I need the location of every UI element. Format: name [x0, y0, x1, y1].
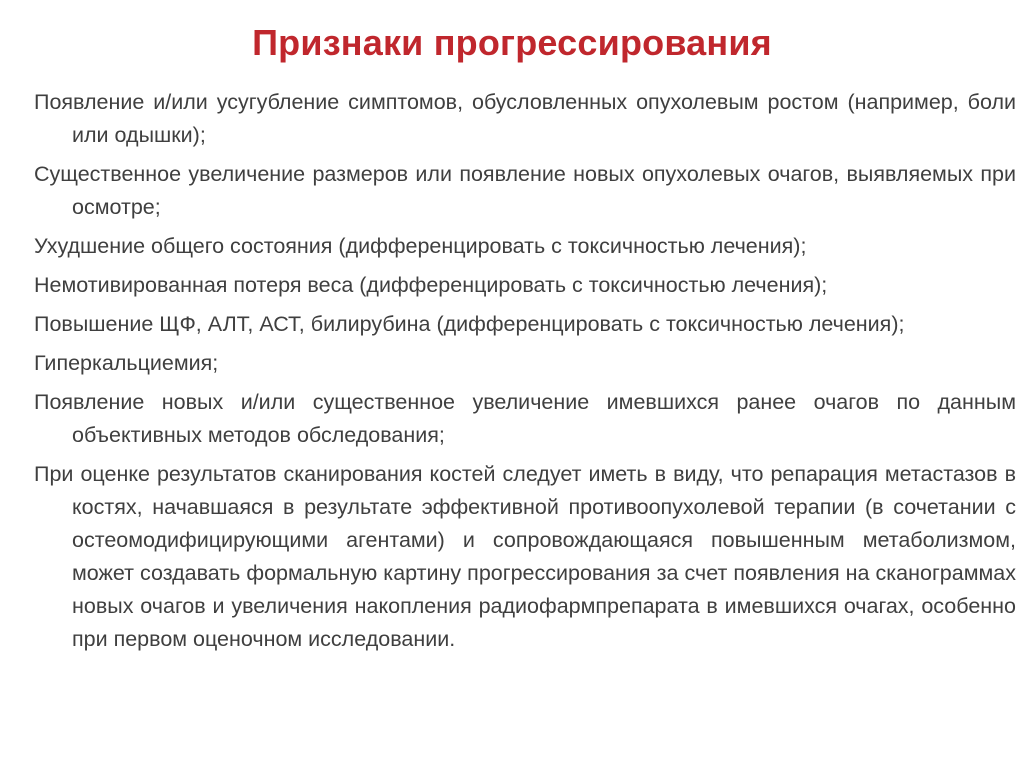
criteria-item-4: Немотивированная потеря веса (дифференцировать с токсичностью лечения);	[34, 273, 828, 297]
criteria-item-6: Гиперкальциемия;	[34, 351, 219, 375]
slide-title: Признаки прогрессирования	[252, 22, 772, 63]
criteria-item-7: Появление новых и/или существенное увеличение имевшихся ранее очагов по данным объективных методов обследования;	[34, 390, 1016, 447]
criteria-list	[34, 86, 1016, 662]
criteria-item-1: Появление и/или усугубление симптомов, обусловленных опухолевым ростом (например, боли или одышки);	[34, 90, 1016, 147]
criteria-item-5: Повышение ЩФ, АЛТ, АСТ, билирубина (дифференцировать с токсичностью лечения);	[34, 312, 905, 336]
criteria-item-2: Существенное увеличение размеров или появление новых опухолевых очагов, выявляемых при осмотре;	[34, 162, 1016, 219]
criteria-item-8: При оценке результатов сканирования костей следует иметь в виду, что репарация метастазов в костях, начавшаяся в результате эффективной противоопухолевой терапии (в сочетании с остеомодифицирующими агентами) и сопровождающаяся повышенным метаболизмом, может создавать формальную картину прогрессирования за счет появления на сканограммах новых очагов и увеличения накопления радиофармпрепарата в имевшихся очагах, особенно при первом оценочном исследовании.	[34, 462, 1016, 651]
criteria-item-3: Ухудшение общего состояния (дифференцировать с токсичностью лечения);	[34, 234, 807, 258]
